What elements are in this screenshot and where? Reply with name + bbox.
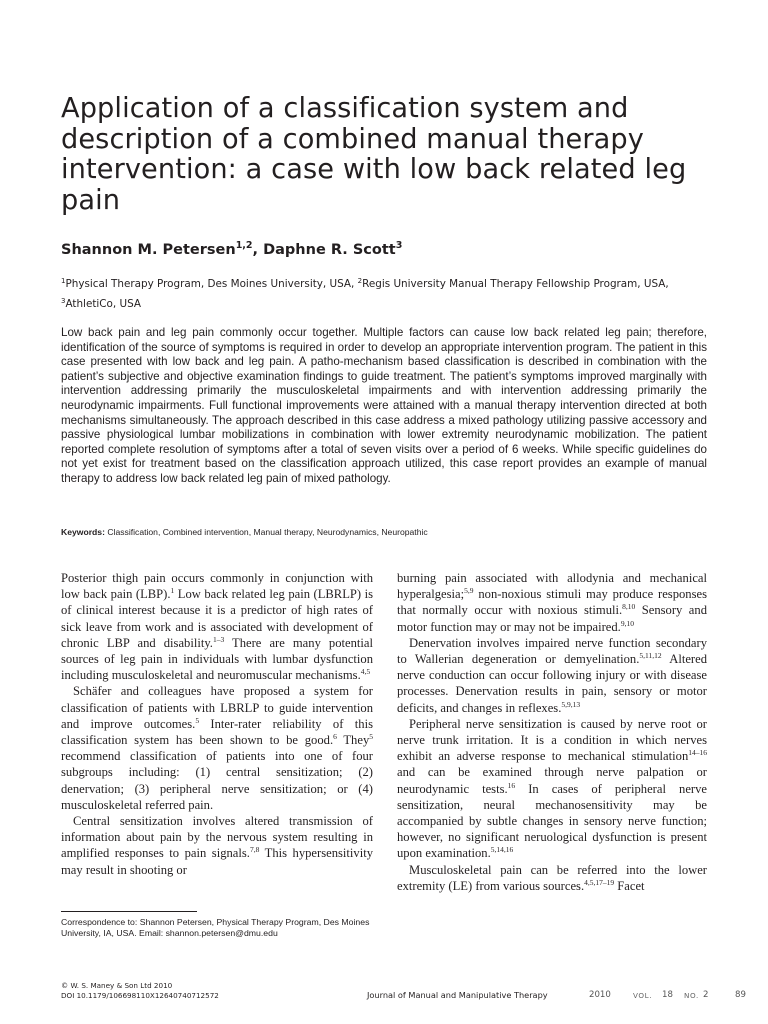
body-paragraph: Posterior thigh pain occurs commonly in conjunction with low back pain (LBP).$^1$ Low back related leg pain (LBRLP) is of clinical interest because it is a predictor of high rates of sick leave from work and is associated with development of chronic LBP and disability.$^{1-3}$ There are many potential sources of leg pain in individuals with lumbar dysfunction including musculoskeletal and neuromuscular mechanisms.$^{4,5}$ bbox=[61, 571, 373, 683]
body-paragraph: Musculoskeletal pain can be referred into the lower extremity (LE) from various sources.$^{4,5,17-19}$ Facet bbox=[397, 862, 707, 893]
citation-superscript: 6 bbox=[333, 732, 337, 742]
page-number: 89 bbox=[735, 990, 746, 1000]
citation-superscript: 14–16 bbox=[688, 748, 707, 758]
keywords bbox=[61, 527, 428, 537]
body-paragraph: Central sensitization involves altered transmission of information about pain by the nervous system resulting in amplified responses to pain signals.$^{7,8}$ This hypersensitivity may result in shooting or bbox=[61, 814, 373, 877]
publication-year: 2010 bbox=[589, 990, 611, 1000]
affiliation-marker: 1 bbox=[61, 277, 66, 285]
affiliations bbox=[61, 273, 711, 313]
citation-superscript: 16 bbox=[507, 780, 516, 790]
citation-superscript: 4,5,17–19 bbox=[584, 877, 615, 887]
affiliation-marker: 3 bbox=[61, 297, 66, 305]
citation-superscript: 5 bbox=[195, 715, 200, 725]
body-paragraph: Denervation involves impaired nerve function secondary to Wallerian degeneration or demyelination.$^{5,11,12}$ Altered nerve conduction can occur following injury or with disease processes. Denervation results in pain, sensory or motor deficits, and changes in reflexes.$^{5,9,13}$ bbox=[397, 635, 708, 715]
issue-number: 2 bbox=[703, 990, 709, 1000]
citation-superscript: 1–3 bbox=[212, 634, 225, 644]
footer-publisher-info bbox=[61, 981, 219, 1001]
citation-superscript: 5,9 bbox=[464, 586, 474, 596]
citation-superscript: 8,10 bbox=[622, 602, 636, 612]
footnote-divider bbox=[61, 911, 197, 912]
journal-name: Journal of Manual and Manipulative Therapy bbox=[367, 990, 548, 1000]
body-paragraph: Schäfer and colleagues have proposed a system for classification of patients with LBRLP to guide intervention and improve outcomes.$^5$ Inter-rater reliability of this classification system has been shown to be good.$^6$ They$^5$ recommend classification of patients into one of four subgroups including: (1) central sensitization; (2) denervation; (3) peripheral nerve sensitization; or (4) musculoskeletal referred pain. bbox=[61, 684, 373, 812]
citation-superscript: 1 bbox=[170, 586, 175, 596]
author-separator: , bbox=[252, 242, 264, 258]
correspondence-note: Correspondence to: Shannon Petersen, Physical Therapy Program, Des Moines University, IA, USA. Email: shannon.petersen@dmu.edu bbox=[61, 917, 370, 938]
article-title: Application of a classification system and description of a combined manual therapy intervention: a case with low back related leg pain bbox=[61, 93, 687, 216]
body-column-right bbox=[397, 570, 707, 894]
keywords-label: Keywords: bbox=[61, 527, 105, 537]
body-paragraph: burning pain associated with allodynia and mechanical hyperalgesia;$^{5,9}$ non-noxious stimuli may produce responses that normally occur with noxious stimuli.$^{8,10}$ Sensory and motor function may or may not be impaired.$^{9,10}$ bbox=[397, 571, 707, 634]
citation-superscript: 5,9,13 bbox=[561, 699, 581, 709]
affiliation-marker: 2 bbox=[357, 277, 363, 285]
issue-label: NO. bbox=[684, 991, 699, 1000]
keywords-list: Classification, Combined intervention, Manual therapy, Neurodynamics, Neuropathic bbox=[104, 527, 428, 537]
citation-superscript: 4,5 bbox=[360, 667, 371, 677]
author-name: Daphne R. Scott bbox=[263, 242, 396, 258]
abstract: Low back pain and leg pain commonly occur together. Multiple factors can cause low back related leg pain; therefore, identification of the source of symptoms is required in order to develop an appropriate intervention program. The patient in this case presented with low back and leg pain. A patho-mechanism based classification is described in combination with the patient’s subjective and objective examination findings to guide treatment. The patient’s symptoms improved marginally with intervention addressing primarily the musculoskeletal impairments and with intervention addressing primarily the neurodynamic impairments. Full functional improvements were attained with a manual therapy intervention directed at both mechanisms simultaneously. The approach described in this case address a mixed pathology utilizing passive accessory and passive physiological lumbar mobilizations in combination with lower extremity neurodynamic mobilization. The patient reported complete resolution of symptoms after a total of seven visits over a period of 6 weeks. While specific guidelines do not yet exist for treatment based on the classification approach utilized, this case report provides an example of manual therapy to address low back related leg pain of mixed pathology. bbox=[61, 326, 707, 485]
author-affiliation-marker: 3 bbox=[395, 240, 403, 251]
citation-superscript: 7,8 bbox=[249, 845, 260, 855]
affiliation-text: Physical Therapy Program, Des Moines University, USA, bbox=[65, 278, 358, 290]
citation-superscript: 5,11,12 bbox=[639, 651, 662, 661]
author-list bbox=[61, 240, 402, 258]
affiliation-text: Regis University Manual Therapy Fellowship Program, USA, bbox=[362, 278, 669, 290]
author-name: Shannon M. Petersen bbox=[61, 242, 236, 258]
body-paragraph: Peripheral nerve sensitization is caused by nerve root or nerve trunk irritation. It is a condition in which nerves exhibit an adverse response to mechanical stimulation$^{14-16}$ and can be examined through nerve palpation or neurodynamic tests.$^{16}$ In cases of peripheral nerve sensitization, neural mechanosensitivity may be accompanied by subtle changes in sensory nerve function; however, no significant neruological dysfunction is present upon examination.$^{5,14,16}$ bbox=[397, 716, 707, 861]
affiliation-text: AthletiCo, USA bbox=[65, 298, 142, 310]
volume-label: VOL. bbox=[633, 991, 653, 1000]
body-column-left bbox=[61, 570, 373, 878]
citation-superscript: 5 bbox=[369, 732, 373, 742]
copyright-notice: © W. S. Maney & Son Ltd 2010 bbox=[61, 981, 173, 990]
author-affiliation-marker: 1,2 bbox=[235, 240, 253, 251]
citation-superscript: 5,14,16 bbox=[490, 845, 514, 855]
volume-number: 18 bbox=[662, 990, 673, 1000]
doi[interactable]: DOI 10.1179/106698110X12640740712572 bbox=[61, 991, 219, 1000]
citation-superscript: 9,10 bbox=[620, 618, 634, 628]
